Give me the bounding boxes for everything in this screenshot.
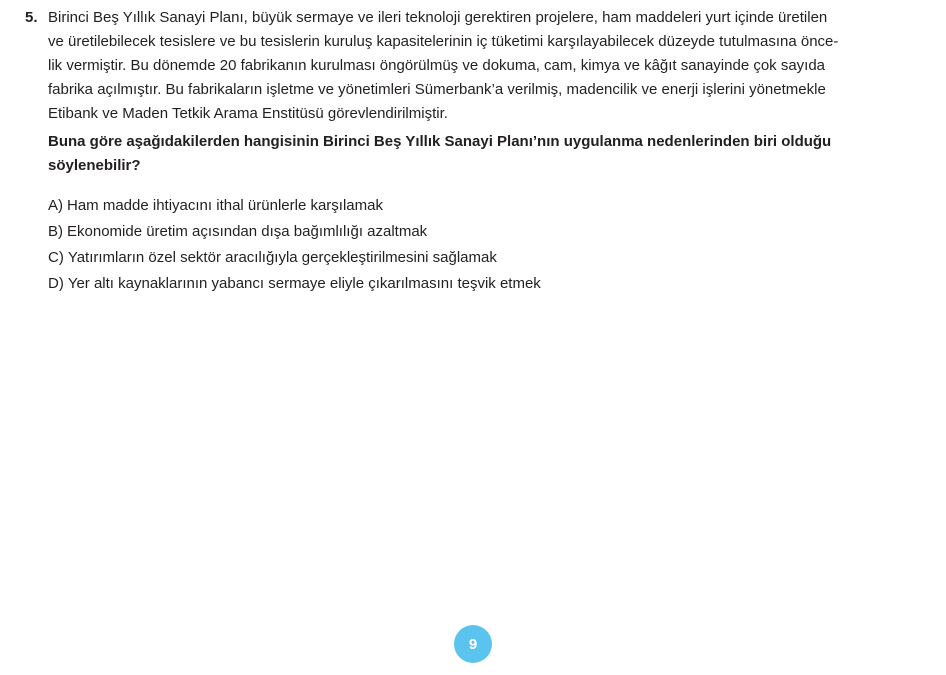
- question-body: [48, 6, 925, 297]
- option-b[interactable]: [48, 219, 925, 245]
- option-c[interactable]: [48, 245, 925, 271]
- question-prompt: [48, 130, 925, 178]
- option-letter: A): [48, 197, 63, 214]
- prompt-line: söylenebilir?: [48, 157, 141, 174]
- passage-line: Birinci Beş Yıllık Sanayi Planı, büyük sermaye ve ileri teknoloji gerektiren projelere, ham maddeleri yurt içinde üretilen: [48, 9, 828, 26]
- option-letter: B): [48, 223, 63, 240]
- answer-options: [48, 193, 925, 297]
- passage-line: ve üretilebilecek tesislere ve bu tesislerin kuruluş kapasitelerinin iç tüketimi karşılayabilecek düzeyde tutulmasına önce-: [48, 33, 839, 50]
- prompt-line: Buna göre aşağıdakilerden hangisinin Birinci Beş Yıllık Sanayi Planı’nın uygulanma nedenlerinden biri olduğu: [48, 133, 832, 150]
- option-text: Yatırımların özel sektör aracılığıyla gerçekleştirilmesini sağlamak: [67, 249, 497, 266]
- passage-line: Etibank ve Maden Tetkik Arama Enstitüsü görevlendirilmiştir.: [48, 105, 448, 122]
- page-number-badge: 9: [454, 625, 492, 663]
- option-letter: C): [48, 249, 64, 266]
- question-5: [25, 6, 925, 297]
- passage-line: lik vermiştir. Bu dönemde 20 fabrikanın kurulması öngörülmüş ve dokuma, cam, kimya ve kâğıt sanayinde çok sayıda: [48, 57, 826, 74]
- option-text: Ham madde ihtiyacını ithal ürünlerle karşılamak: [67, 197, 383, 214]
- option-text: Ekonomide üretim açısından dışa bağımlılığı azaltmak: [67, 223, 428, 240]
- option-text: Yer altı kaynaklarının yabancı sermaye eliyle çıkarılmasını teşvik etmek: [67, 275, 541, 292]
- passage-line: fabrika açılmıştır. Bu fabrikaların işletme ve yönetimleri Sümerbank’a verilmiş, madencilik ve enerji işlerini yönetmekle: [48, 81, 826, 98]
- question-passage: [48, 6, 925, 126]
- question-number: 5.: [25, 9, 38, 26]
- option-d[interactable]: [48, 271, 925, 297]
- option-letter: D): [48, 275, 64, 292]
- option-a[interactable]: [48, 193, 925, 219]
